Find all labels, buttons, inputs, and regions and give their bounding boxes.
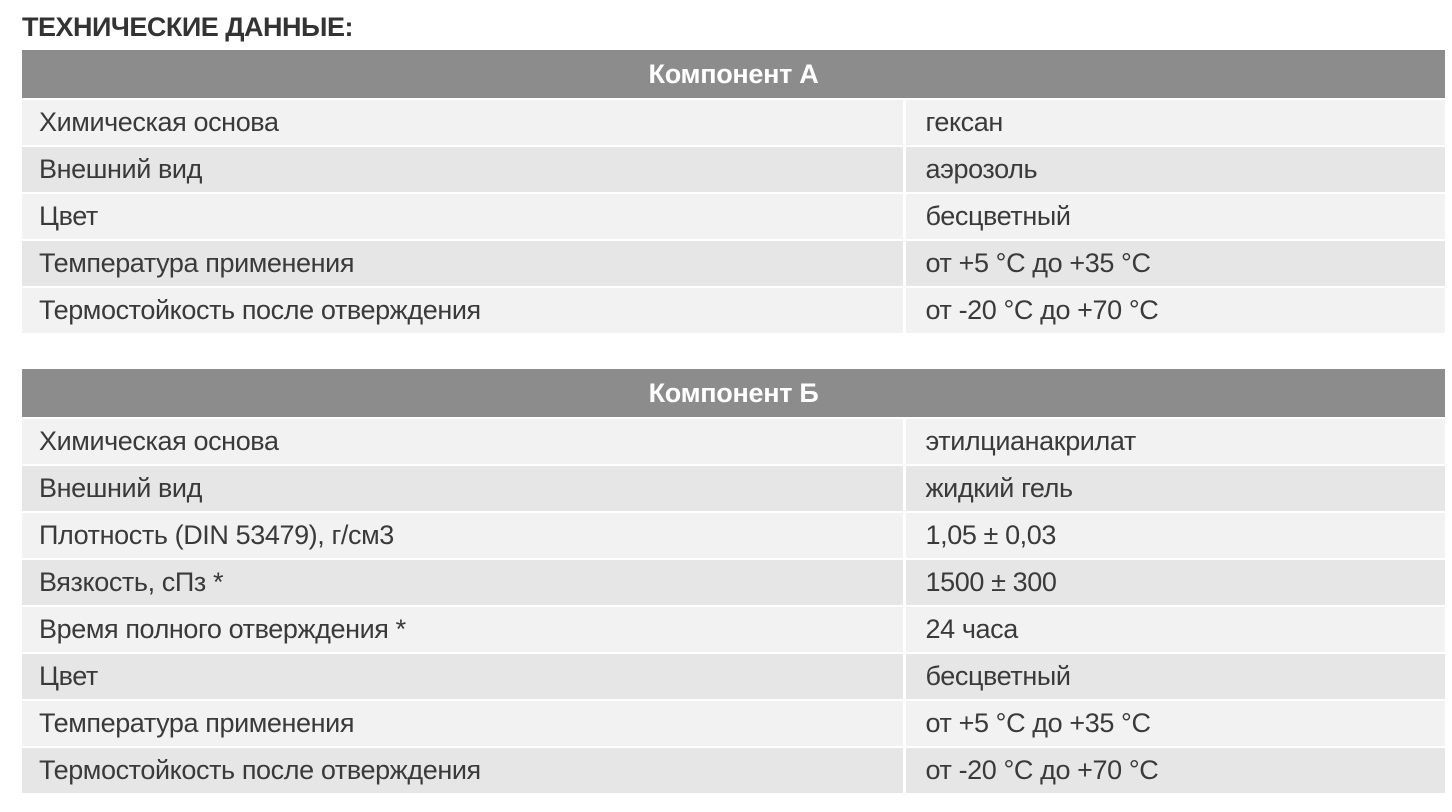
property-label: Термостойкость после отверждения [22, 747, 904, 794]
property-value: 1500 ± 300 [904, 559, 1445, 606]
property-label: Плотность (DIN 53479), г/см3 [22, 512, 904, 559]
page-title: ТЕХНИЧЕСКИЕ ДАННЫЕ: [22, 12, 353, 42]
component-a-header: Компонент А [22, 50, 1445, 99]
property-value: гексан [904, 99, 1445, 146]
component-b-header: Компонент Б [22, 369, 1445, 418]
table-row [22, 193, 1445, 240]
table-row [22, 512, 1445, 559]
component-b-table [22, 369, 1445, 795]
property-label: Температура применения [22, 240, 904, 287]
property-label: Цвет [22, 653, 904, 700]
property-value: жидкий гель [904, 465, 1445, 512]
table-row [22, 287, 1445, 334]
property-label: Внешний вид [22, 465, 904, 512]
property-value: от -20 °С до +70 °С [904, 287, 1445, 334]
property-value: от +5 °С до +35 °С [904, 240, 1445, 287]
property-label: Температура применения [22, 700, 904, 747]
table-row [22, 146, 1445, 193]
property-label: Цвет [22, 193, 904, 240]
table-row [22, 240, 1445, 287]
property-value: бесцветный [904, 653, 1445, 700]
table-row [22, 418, 1445, 465]
property-value: 1,05 ± 0,03 [904, 512, 1445, 559]
table-row [22, 465, 1445, 512]
property-value: от +5 °С до +35 °С [904, 700, 1445, 747]
component-a-header-row [22, 50, 1445, 99]
property-value: 24 часа [904, 606, 1445, 653]
property-value: этилцианакрилат [904, 418, 1445, 465]
property-label: Время полного отверждения * [22, 606, 904, 653]
property-value: от -20 °С до +70 °С [904, 747, 1445, 794]
table-row [22, 700, 1445, 747]
table-row [22, 559, 1445, 606]
property-label: Вязкость, сПз * [22, 559, 904, 606]
property-label: Термостойкость после отверждения [22, 287, 904, 334]
property-value: бесцветный [904, 193, 1445, 240]
property-label: Внешний вид [22, 146, 904, 193]
table-row [22, 653, 1445, 700]
table-row [22, 606, 1445, 653]
component-a-table [22, 50, 1445, 335]
property-value: аэрозоль [904, 146, 1445, 193]
component-b-header-row [22, 369, 1445, 418]
property-label: Химическая основа [22, 99, 904, 146]
table-row [22, 747, 1445, 794]
property-label: Химическая основа [22, 418, 904, 465]
table-row [22, 99, 1445, 146]
